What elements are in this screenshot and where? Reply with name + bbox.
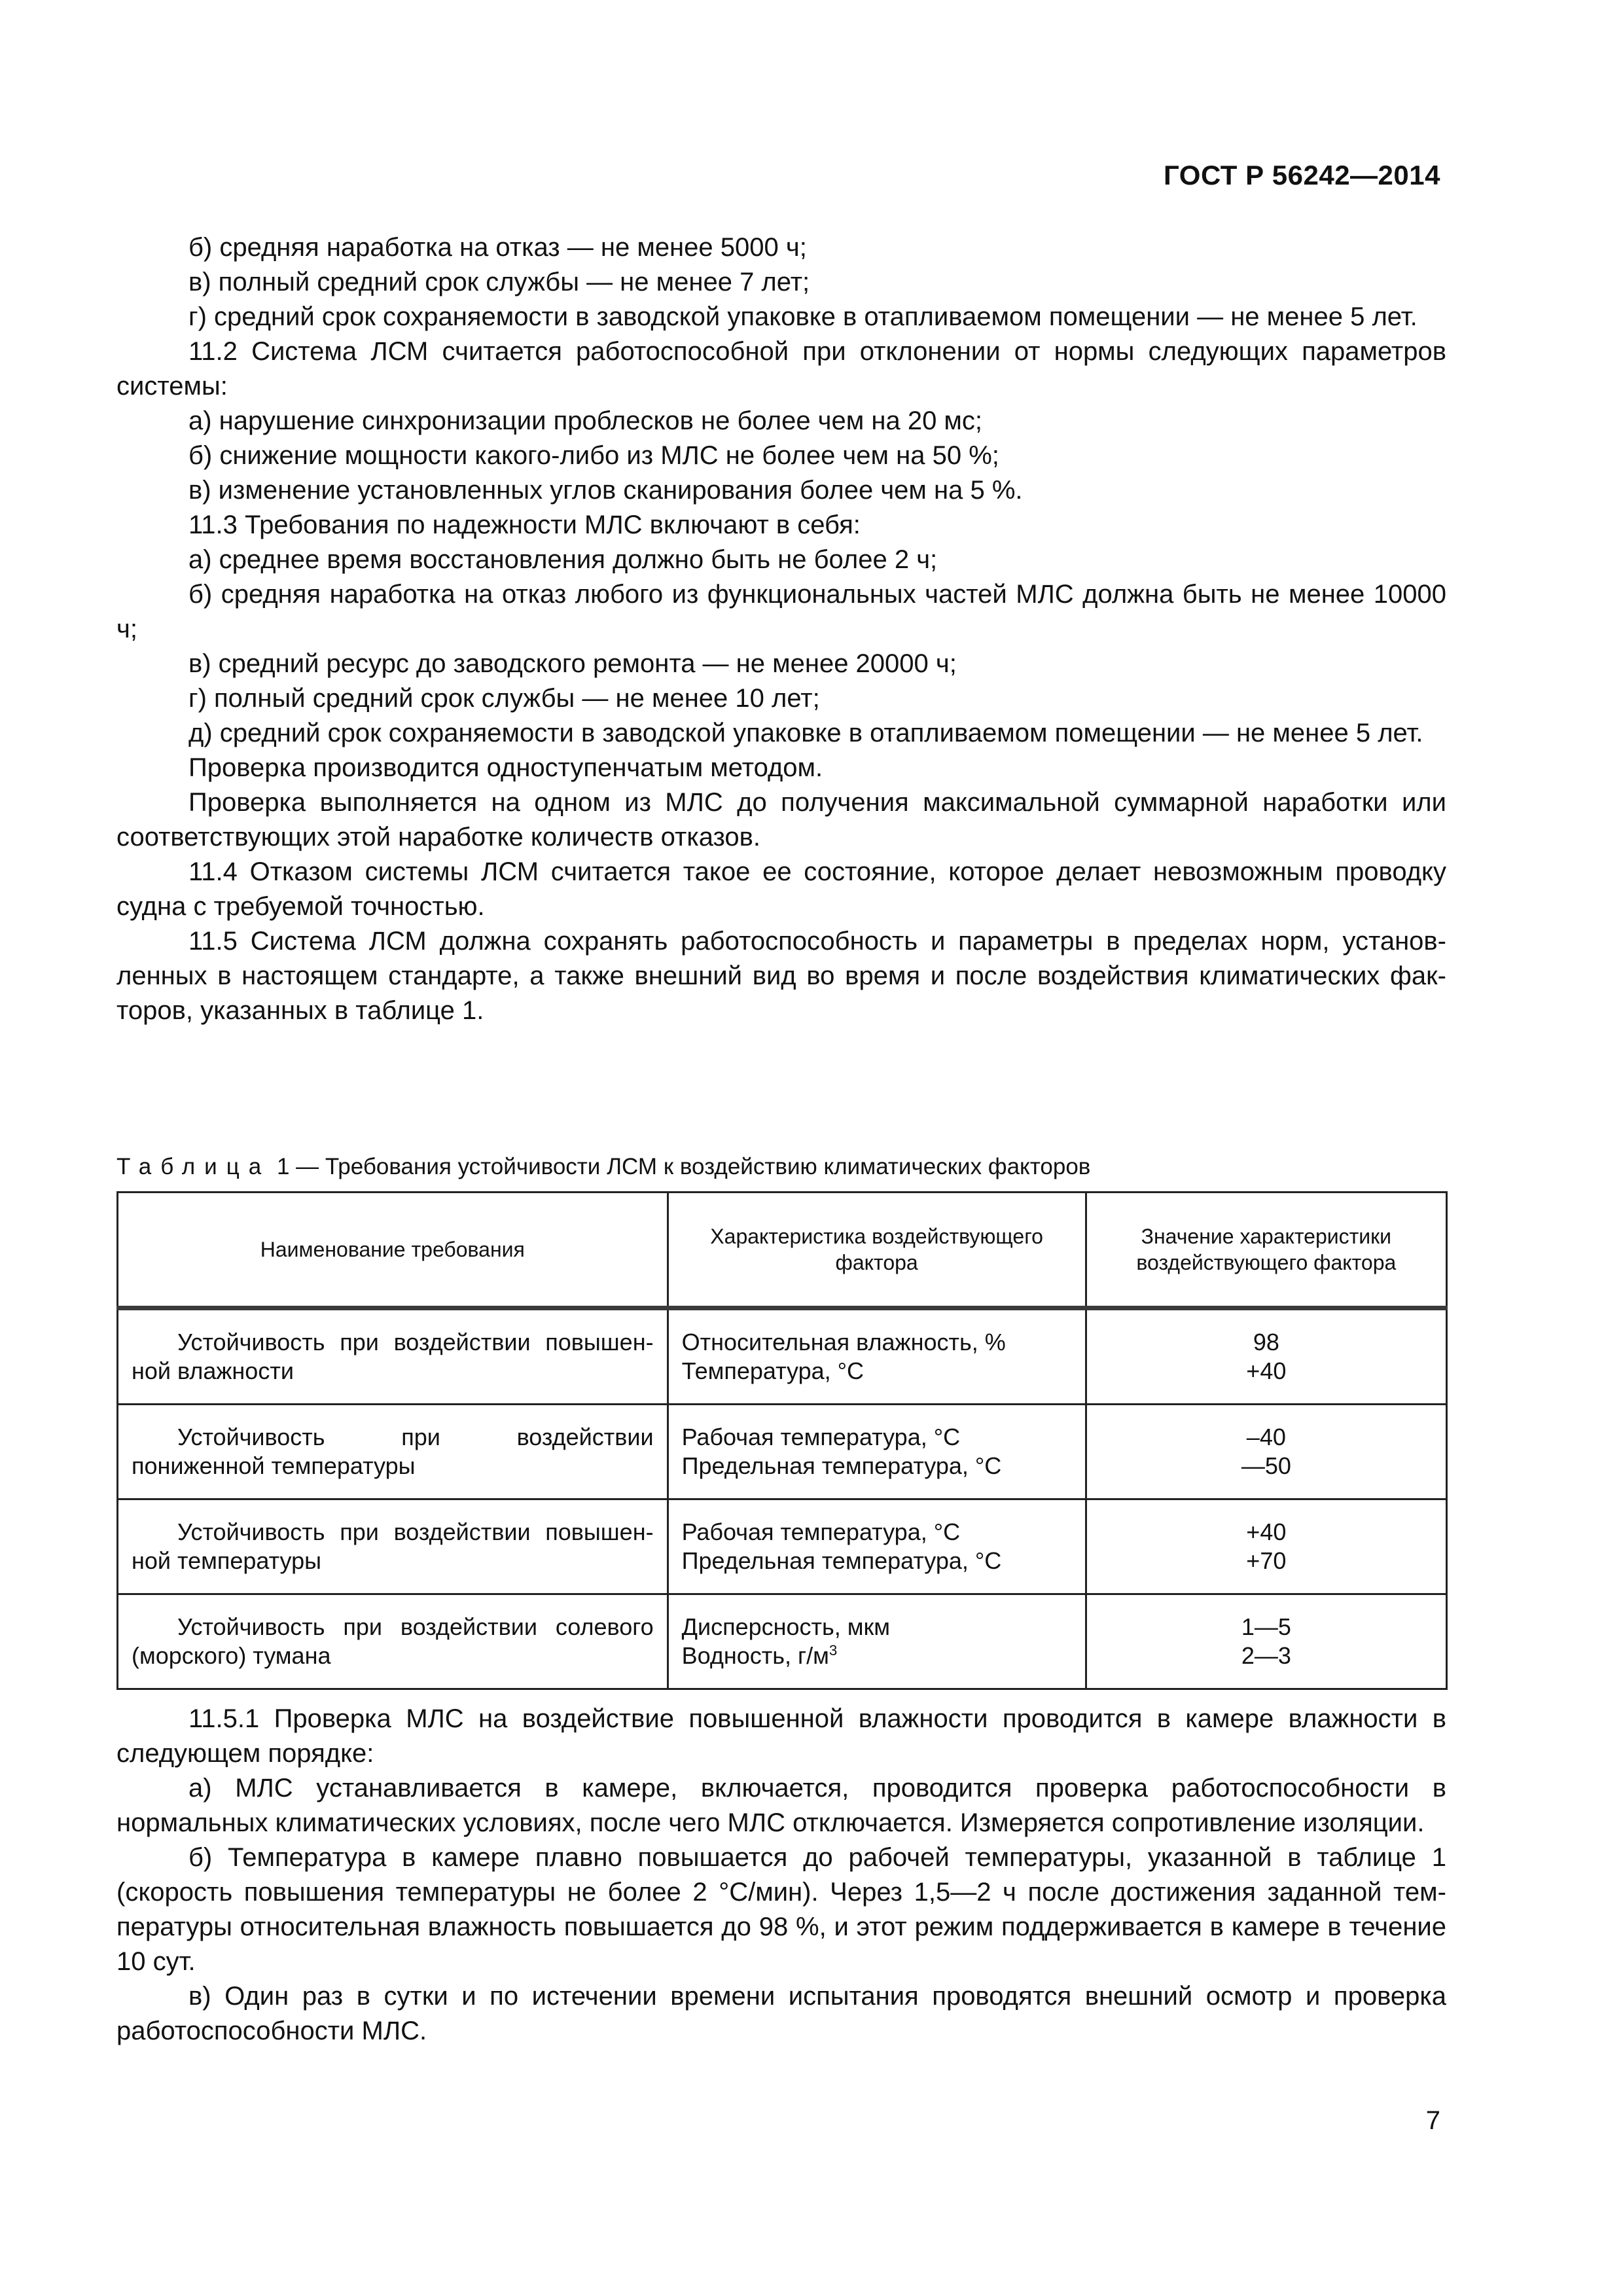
factor-item: Относительная влажность, % <box>681 1329 1006 1355</box>
paragraph: а) МЛС устанавливается в камере, включается, проводится проверка работоспособности в нормальных климатических условиях, после чего МЛС отключается. Измеряется сопротивление изоляции. <box>116 1774 1446 1837</box>
paragraph: г) полный средний срок службы — не менее 10 лет; <box>188 684 820 713</box>
table-row <box>118 1594 1447 1689</box>
paragraph: г) средний срок сохраняемости в заводской упаковке в отапливаемом помещении — не менее 5 лет. <box>188 302 1418 331</box>
value-item: —50 <box>1241 1452 1291 1479</box>
value-cell <box>1086 1308 1446 1405</box>
factor-item-with-unit <box>682 1641 1072 1670</box>
climatic-requirements-table <box>116 1191 1448 1690</box>
table-header-row <box>118 1193 1447 1308</box>
paragraph: 11.5.1 Проверка МЛС на воздействие повышенной влажности проводится в камере влажности в следующем порядке: <box>116 1704 1446 1768</box>
column-header-factor: Характеристика воздействующего фактора <box>668 1193 1086 1308</box>
paragraph: 11.2 Система ЛСМ считается работоспособной при отклонении от нормы следующих параметров системы: <box>116 337 1446 401</box>
document-code-header: ГОСТ Р 56242—2014 <box>1164 160 1440 190</box>
value-item: +40 <box>1246 1357 1287 1384</box>
paragraph: 11.4 Отказом системы ЛСМ считается такое ее состояние, которое делает невозможным проводку судна с требуемой точностью. <box>116 857 1446 921</box>
paragraph: б) Температура в камере плавно повышается до рабочей температуры, указанной в таблице 1 (скорость повышения температуры не более 2 °С/мин). Через 1,5—2 ч после достижения заданной температуры относительная влажность повышается до 98 %, и этот режим поддерживается в камере в течение 10 сут. <box>116 1843 1446 1976</box>
value-item: 1—5 <box>1241 1613 1291 1640</box>
requirement-name-cell: Устойчивость при воздействии солевого (морского) тумана <box>118 1594 668 1689</box>
value-cell <box>1086 1499 1446 1594</box>
value-item: 98 <box>1253 1329 1279 1355</box>
paragraph: б) средняя наработка на отказ — не менее 5000 ч; <box>188 233 807 262</box>
paragraph: а) нарушение синхронизации проблесков не более чем на 20 мс; <box>188 406 983 435</box>
table-caption-text: 1 — Требования устойчивости ЛСМ к воздействию климатических факторов <box>276 1154 1091 1179</box>
value-item: –40 <box>1246 1424 1286 1450</box>
table-row <box>118 1499 1447 1594</box>
table-row <box>118 1405 1447 1499</box>
paragraph: б) средняя наработка на отказ любого из функциональных частей МЛС должна быть не менее 10000 ч; <box>116 580 1446 643</box>
paragraph: д) средний срок сохраняемости в заводской упаковке в отапливаемом помещении — не менее 5 лет. <box>188 719 1423 747</box>
table-row <box>118 1308 1447 1405</box>
paragraph: Проверка выполняется на одном из МЛС до получения максимальной суммарной наработки или соответствующих этой наработке количеств отказов. <box>116 788 1446 852</box>
table-caption <box>116 1154 1090 1180</box>
factor-item: Предельная температура, °С <box>681 1547 1002 1574</box>
factor-item: Дисперсность, мкм <box>681 1613 891 1640</box>
body-text-before-table <box>116 230 1446 1028</box>
unit-superscript: 3 <box>829 1642 838 1659</box>
factor-item: Рабочая температура, °С <box>681 1518 961 1545</box>
factor-item: Водность, г/м <box>681 1642 829 1669</box>
paragraph: а) среднее время восстановления должно быть не более 2 ч; <box>188 545 938 574</box>
requirement-name-cell: Устойчивость при воздействии повышенной влажности <box>118 1308 668 1405</box>
table-caption-label: Таблица <box>116 1154 271 1179</box>
column-header-requirement: Наименование требования <box>118 1193 668 1308</box>
paragraph: б) снижение мощности какого-либо из МЛС не более чем на 50 %; <box>188 441 999 470</box>
requirement-name-cell: Устойчивость при воздействии пониженной температуры <box>118 1405 668 1499</box>
value-item: +40 <box>1246 1518 1287 1545</box>
value-cell <box>1086 1405 1446 1499</box>
paragraph: Проверка производится одноступенчатым методом. <box>188 753 823 782</box>
paragraph: 11.3 Требования по надежности МЛС включают в себя: <box>188 511 861 539</box>
requirement-name-cell: Устойчивость при воздействии повышенной температуры <box>118 1499 668 1594</box>
factor-item: Предельная температура, °С <box>681 1452 1002 1479</box>
value-item: +70 <box>1246 1547 1287 1574</box>
paragraph: в) средний ресурс до заводского ремонта — не менее 20000 ч; <box>188 649 957 678</box>
value-cell <box>1086 1594 1446 1689</box>
factor-cell <box>668 1405 1086 1499</box>
factor-item: Рабочая температура, °С <box>681 1424 961 1450</box>
column-header-value: Значение характеристики воздействующего фактора <box>1086 1193 1446 1308</box>
value-item: 2—3 <box>1241 1642 1291 1669</box>
factor-item: Температура, °С <box>681 1357 865 1384</box>
paragraph: в) полный средний срок службы — не менее 7 лет; <box>188 268 810 296</box>
paragraph: в) изменение установленных углов сканирования более чем на 5 %. <box>188 476 1023 505</box>
body-text-after-table <box>116 1702 1446 2049</box>
paragraph: 11.5 Система ЛСМ должна сохранять работоспособность и параметры в пределах норм, установленных в настоящем стандарте, а также внешний вид во время и после воздействия климатических факторов, указанных в таблице 1. <box>116 927 1446 1025</box>
factor-cell <box>668 1308 1086 1405</box>
factor-cell <box>668 1594 1086 1689</box>
factor-cell <box>668 1499 1086 1594</box>
page-number: 7 <box>1425 2106 1440 2135</box>
paragraph: в) Один раз в сутки и по истечении времени испытания проводятся внешний осмотр и проверка работоспособности МЛС. <box>116 1982 1446 2045</box>
